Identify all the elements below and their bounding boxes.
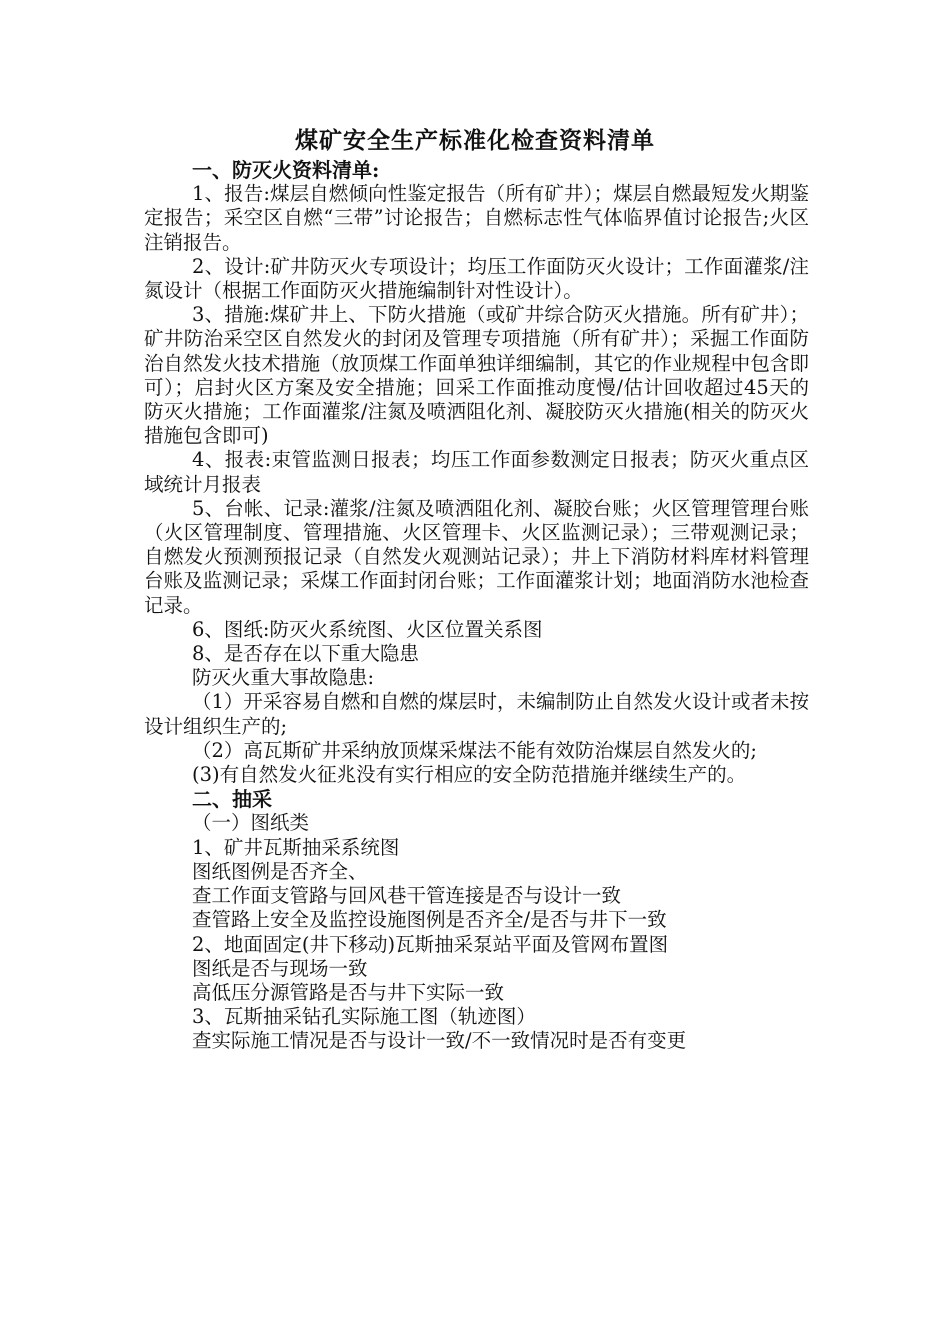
paragraph-report-forms: 4、报表:束管监测日报表；均压工作面参数测定日报表；防灭火重点区域统计月报表: [144, 448, 809, 496]
paragraph-drawings: 6、图纸:防灭火系统图、火区位置关系图: [192, 617, 543, 641]
paragraph-design: 2、设计:矿井防灭火专项设计；均压工作面防灭火设计；工作面灌浆/注氮设计（根据工作面防灭火措施编制针对性设计）。: [144, 254, 809, 303]
check-branch-pipes: 查工作面支管路与回风巷干管连接是否与设计一致: [192, 884, 622, 908]
item-pump-station-layout: 2、地面固定(井下移动)瓦斯抽采泵站平面及管网布置图: [192, 932, 669, 956]
check-pressure-pipes: 高低压分源管路是否与井下实际一致: [192, 980, 505, 1004]
hazard-item-3: (3)有自然发火征兆没有实行相应的安全防范措施并继续生产的。: [192, 763, 747, 787]
hazard-item-1: （1）开采容易自燃和自燃的煤层时，未编制防止自然发火设计或者未按设计组织生产的;: [144, 690, 809, 738]
section-heading-extraction: 二、抽采: [192, 787, 272, 812]
item-borehole-map: 3、瓦斯抽采钻孔实际施工图（轨迹图）: [192, 1005, 536, 1029]
check-site-consistency: 图纸是否与现场一致: [192, 956, 368, 980]
check-safety-facilities: 查管路上安全及监控设施图例是否齐全/是否与井下一致: [192, 908, 667, 932]
paragraph-hazard-check: 8、是否存在以下重大隐患: [192, 642, 419, 666]
check-construction: 查实际施工情况是否与设计一致/不一致情况时是否有变更: [192, 1029, 687, 1053]
subsection-drawings: （一）图纸类: [192, 811, 310, 835]
document-body: [144, 158, 809, 1054]
paragraph-reports: 1、报告:煤层自燃倾向性鉴定报告（所有矿井）；煤层自燃最短发火期鉴定报告；采空区自燃“三带”讨论报告；自燃标志性气体临界值讨论报告;火区注销报告。: [144, 182, 809, 254]
document-title: 煤矿安全生产标准化检查资料清单: [295, 127, 655, 154]
paragraph-measures: 3、措施:煤矿井上、下防火措施（或矿井综合防灭火措施。所有矿井）；矿井防治采空区自然发火的封闭及管理专项措施（所有矿井）；采掘工作面防治自然发火技术措施（放顶煤工作面单独详细编制，其它的作业规程中包含即可）；启封火区方案及安全措施；回采工作面推动度慢/估计回收超过45天的防灭火措施；工作面灌浆/注氮及喷洒阻化剂、凝胶防灭火措施(相关的防灭火措施包含即可): [144, 303, 809, 448]
paragraph-hazard-heading: 防灭火重大事故隐患:: [192, 666, 375, 690]
section-heading-fire: 一、防灭火资料清单:: [192, 158, 380, 182]
paragraph-ledgers: 5、台帐、记录:灌浆/注氮及喷洒阻化剂、凝胶台账；火区管理管理台账（火区管理制度、管理措施、火区管理卡、火区监测记录）；三带观测记录；自燃发火预测预报记录（自然发火观测站记录）；井上下消防材料库材料管理台账及监测记录；采煤工作面封闭台账；工作面灌浆计划；地面消防水池检查记录。: [144, 496, 809, 617]
hazard-item-2: （2）高瓦斯矿井采纳放顶煤采煤法不能有效防治煤层自然发火的;: [192, 738, 757, 762]
check-legend: 图纸图例是否齐全、: [192, 859, 368, 883]
item-extraction-system-map: 1、矿井瓦斯抽采系统图: [192, 835, 400, 859]
